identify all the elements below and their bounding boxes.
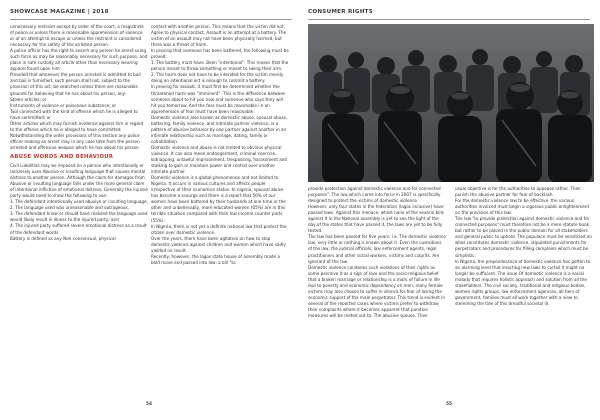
column-1 (10, 24, 148, 242)
column-3 (308, 186, 446, 319)
header-rule-left (10, 19, 292, 20)
page-number-right: 55 (446, 402, 453, 407)
header-rule-right (308, 19, 590, 20)
column-4-text: usual objective is for the authorities to appease rather. Than punish the abusive partner for fear of backlash. For the domestic violence law to be effective, the various authorities involved must begin a vigorous public enlightenment on the provision of this law. The law "to provide protection against domestic violence and for connected purposes" must therefore not be a mere statute book but rather to be placed in the public domain for all stakeholders and general public to uphold. The populace must be sensitized on what constitutes domestic violence, stipulated punishments for perpetrators and procedures for filling complains which must be simplistic. In Nigeria, the preponderance of domestic violence has gotten to an alarming level that enacting new laws to curtail it might no longer be sufficient. The issue Of domestic violence is a social malady that requires holistic approach and solution from all the stakeholders. The civil society, traditional and religious bodies, women rights groups, law enforcement agencies, all tiers of government, families must all work together with a view to stemming the tide of this dreadful societal ill. (455, 186, 592, 306)
column-3-text: provide protection against domestic violence and for connected purposes". The law which came into force in 2007 is specifically designed to protect the victims of domestic violence. However, only four states in the federation (lagos inclusive) have passed laws. Against this menace, whilst none of the several bills against it in the National assembly is yet to see the light of the day of the states that have passed it, the laws are yet to be fully tested. The law has been passed for five years, i.e. The domestic violence law, very little or nothing is known about it. Even the custodians of the law, the judicial officials, law enforcement agents, legal practitioners and other social workers, victims and culprits. Are ignorant of the law. Domestic violence condones such violations of their rights as some perceive it as a sign of love and the socio-religious belief that a broken marriage or relationship is a mark of failure in life due to poverty and economic dependency on men; many female victims may also choose to suffer in silence for fear of losing the economic support of the male perpetrator. This trend is evident in several of the reported cases where victims prefer to withdraw their complaints where it becomes apparent that punitive measures will be meted out to. The abusive spouse. Their (308, 186, 446, 318)
column-1-text: unnecessary restraint except by order of the court, a magistrate of peace or unless there is reasonable apprehension of violence or of an attempt to escape or unless the restraint is considered necessary for the safety of the arrested person. A police officer has the right to search any person he arrest using such force as may be reasonably necessary for such purpose, and place in safe custody all article other than necessary wearing apparel found upon him: Provided that whenever the person arrested is admitted to bail and bail is furnished, such person shall not, subject to the provision of this act, be searched unless there are reasonable grounds for believing that he has about his person, any- Stolen articles; or Instruments of violence or poisonous substance; or Tool connected with the kind of offense which he is alleged to have committed; or Other articles which may furnish evidence against him in regard to the offense which he is alleged to have committed. Notwithstanding the order provisions of this section any police officer making an arrest may in any case take from the person arrested and offensive weapon which he has about his person. (10, 24, 148, 150)
column-2-text: contact with another person. This means that the victim did not. Agree to physical contact. Assault is an attempt at a battery. The victim of an assault may not have been physically harmed, but there was a threat of harm. In proving that someone has been battered, the following must be proved: 1. The battery must have. Been "intentional". This means that the person meant to throw something or meant to swing their arm. 2. The harm does not have to be intended for the victim merely doing an intentional act is enough to commit a battery. In proving for assault, it must first be determined whether the threatened harm was "imminent". This is the difference between someone about to hit you now and someone who says they will hit you tomorrow. And the fear must be reasonable i.e an apprehension of fear must have been reasonable. Domestic violence also known as domestic abuse, spousal abuse, battering, family violence, and intimate partner violence, is a pattern of abusive behavior by one partner against another in an intimate relationship such as marriage, dating, family or cohabitation. Domestic violence and abuse is not limited to obvious physical violence. It can also mean endangerment, criminal coercion, kidnapping, unlawful imprisonment, trespassing, harassment and stalking to gain or maintain power and control over another intimate partner. Domestic violence is a global phenomenon and not limited to Nigeria. It occurs in various cultures and affects people irrespective of their economics status. In nigeria, spousal abuse has become a scourge and there is a report that 50% of our women have been battered by their husbands at one time or the other and unbelievably, more educated women (65%) are in this terrible situation compared with their low income counter parts (55%). In Nigeria, there is not yet a definite national law that protect the citizen over domestic violence. Over the years, there have been agitation on how to stop domestic violence against children and women which have sadly yielded no result. Recently, however, the lagos state house of assembly made a bold move and passed into law, a bill "to (151, 24, 289, 265)
column-1-text-2: Civil Liabilities may be imposed on a person who intentionally or recklessly uses Abusive or insulting language that causes mental distress to another person. Although the claim for damages from Abusive or insulting language falls under the more general claim of intentional infliction of emotional distress, Generally the injured party would need to show the following to sue: 1. The defendant intentionally used abusive or insulting language, 2. The language used was unreasonable and outrageous, 3. The defendant knew or should have realized the language used would likely result in illness to the injured party; and 4. The injured party suffered severe emotional distress as a result of the defendant words. Battery is defined as any Non-consensual, physical (10, 162, 148, 241)
section-heading-abuse: ABUSE WORDS AND BEHAVIOUR (10, 153, 114, 160)
police-photo (308, 24, 594, 182)
header-left: SHOWCASE MAGAZINE | 2018 (10, 9, 109, 15)
column-2 (151, 24, 289, 266)
column-4 (455, 186, 593, 307)
page-number-left: 54 (146, 402, 153, 407)
header-right: CONSUMER RIGHTS (308, 9, 374, 15)
